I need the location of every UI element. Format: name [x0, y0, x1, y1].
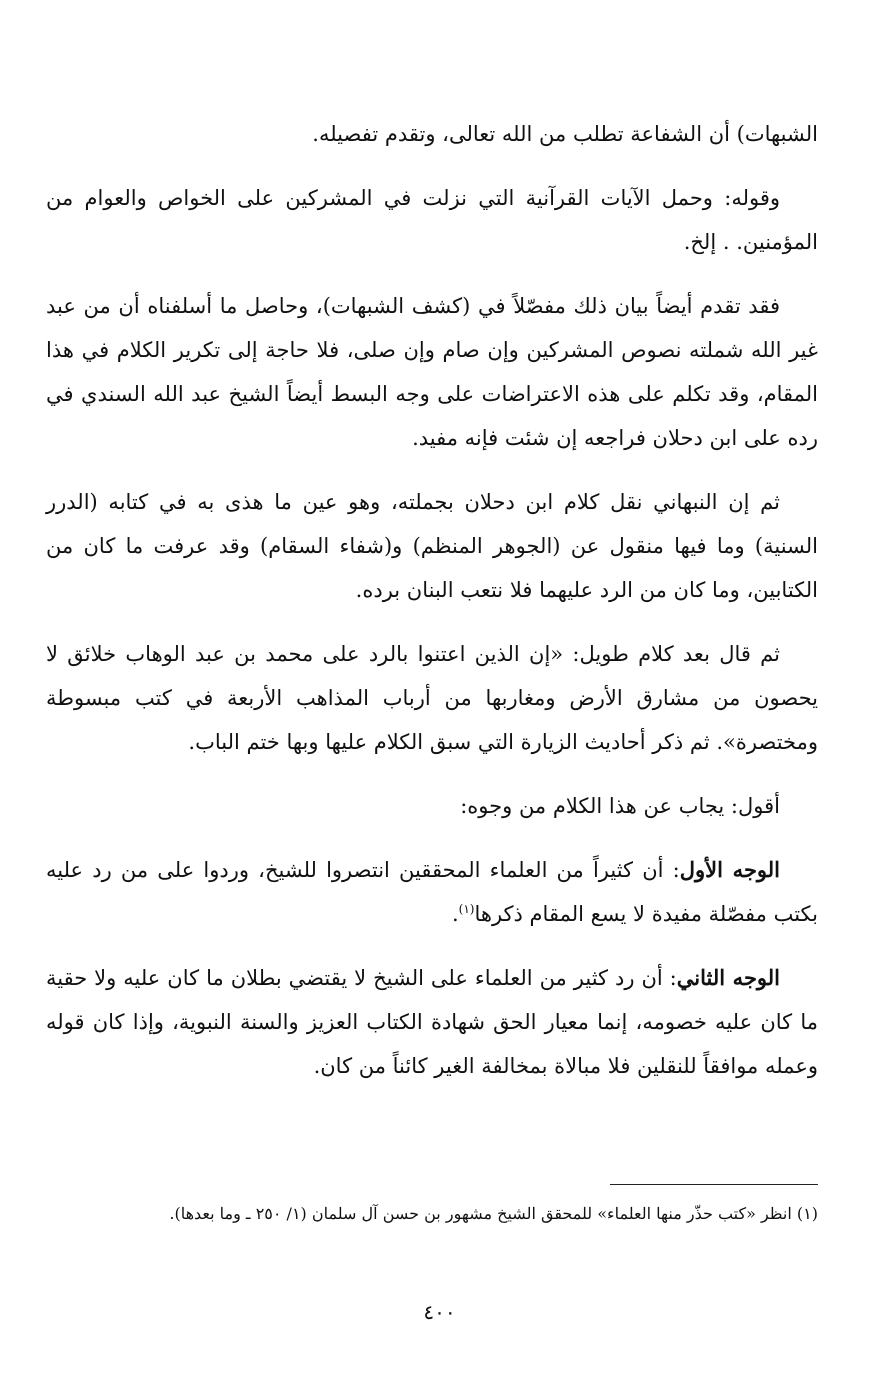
first-aspect-label: الوجه الأول: [679, 857, 781, 882]
paragraph-7-tail: .: [451, 902, 459, 926]
page-number: ٤٠٠: [423, 1300, 456, 1324]
paragraph-3: [46, 284, 818, 460]
paragraph-4-text: ثم إن النبهاني نقل كلام ابن دحلان بجملته، وهو عين ما هذى به في كتابه (الدرر السنية) وما فيها منقول عن (الجوهر المنظم) و(شفاء السقام) وقد عرفت ما كان من الكتابين، وما كان من الرد عليهما فلا نتعب البنان برده.: [46, 490, 818, 602]
page-body: [46, 112, 818, 1108]
footnote-separator: [610, 1184, 818, 1185]
paragraph-5: [46, 632, 818, 764]
paragraph-7: [46, 848, 818, 936]
paragraph-6: [46, 784, 818, 828]
footnote: (١) انظر «كتب حذّر منها العلماء» للمحقق الشيخ مشهور بن حسن آل سلمان (١/ ٢٥٠ ـ وما بعدها).: [169, 1204, 818, 1223]
paragraph-3-text: فقد تقدم أيضاً بيان ذلك مفصّلاً في (كشف الشبهات)، وحاصل ما أسلفناه أن من عبد غير الله شملته نصوص المشركين وإن صام وإن صلى، فلا حاجة إلى تكرير الكلام في هذا المقام، وقد تكلم على هذه الاعتراضات على وجه البسط أيضاً الشيخ عبد الله السندي في رده على ابن دحلان فراجعه إن شئت فإنه مفيد.: [46, 294, 818, 450]
paragraph-5-text: ثم قال بعد كلام طويل: «إن الذين اعتنوا بالرد على محمد بن عبد الوهاب خلائق لا يحصون من مشارق الأرض ومغاربها من أرباب المذاهب الأربعة في كتب مبسوطة ومختصرة». ثم ذكر أحاديث الزيارة التي سبق الكلام عليها وبها ختم الباب.: [46, 642, 818, 754]
paragraph-2-text: وقوله: وحمل الآيات القرآنية التي نزلت في المشركين على الخواص والعوام من المؤمنين. . إلخ.: [46, 186, 818, 254]
paragraph-1: [46, 112, 818, 156]
paragraph-1-text: الشبهات) أن الشفاعة تطلب من الله تعالى، وتقدم تفصيله.: [312, 122, 818, 146]
paragraph-4: [46, 480, 818, 612]
paragraph-7-text: : أن كثيراً من العلماء المحققين انتصروا للشيخ، وردوا على من رد عليه بكتب مفصّلة مفيدة لا يسع المقام ذكرها: [46, 858, 818, 926]
paragraph-8: [46, 956, 818, 1088]
paragraph-8-text: : أن رد كثير من العلماء على الشيخ لا يقتضي بطلان ما كان عليه ولا حقية ما كان عليه خصومه، إنما معيار الحق شهادة الكتاب العزيز والسنة النبوية، وإذا كان قوله وعمله موافقاً للنقلين فلا مبالاة بمخالفة الغير كائناً من كان.: [46, 966, 818, 1078]
paragraph-2: [46, 176, 818, 264]
paragraph-6-text: أقول: يجاب عن هذا الكلام من وجوه:: [460, 794, 780, 818]
second-aspect-label: الوجه الثاني: [676, 965, 781, 990]
footnote-reference: (١): [458, 902, 475, 916]
